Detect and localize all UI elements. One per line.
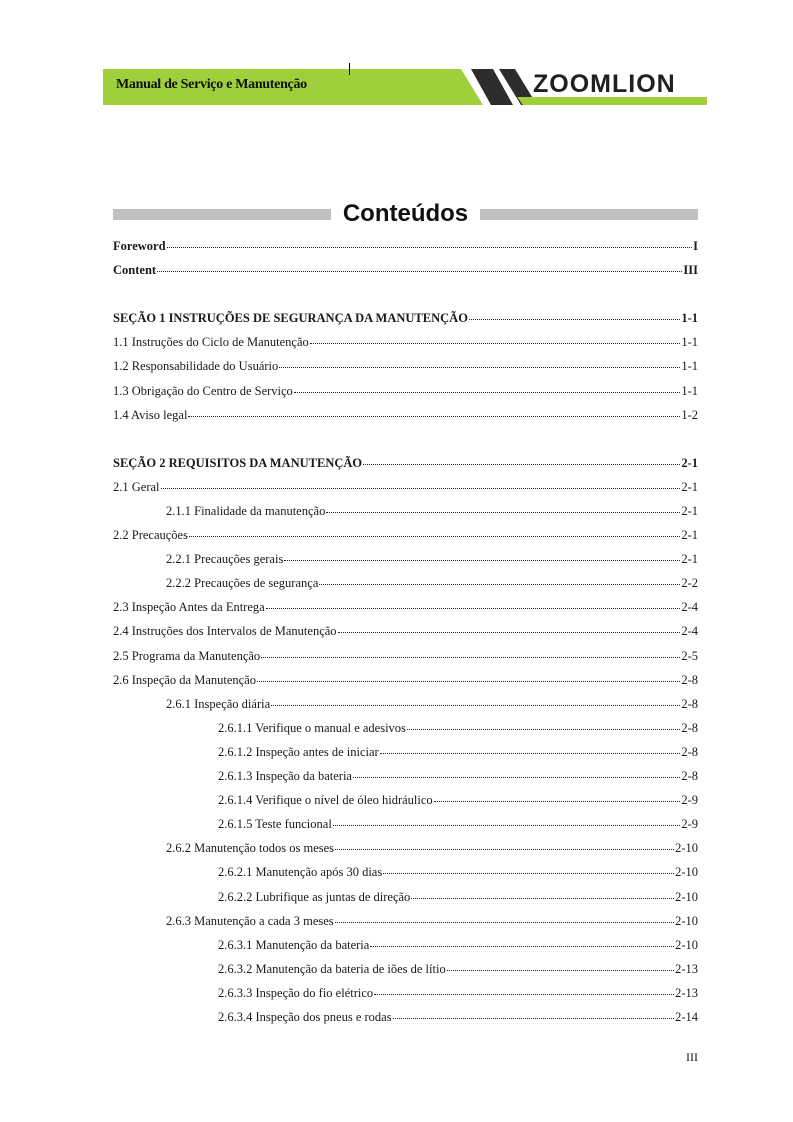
toc-entry[interactable] (113, 596, 698, 614)
toc-dot-leader (279, 353, 680, 368)
toc-entry-page: 1-1 (681, 384, 698, 398)
toc-title-row (113, 200, 698, 230)
toc-entry[interactable] (218, 982, 698, 1000)
toc-entry[interactable] (166, 500, 698, 518)
toc-entry-label: 2.6.1 Inspeção diária (166, 697, 271, 711)
toc-entry-page: 1-1 (681, 359, 698, 373)
toc-entry-label: Content (113, 263, 157, 277)
page-header (103, 67, 707, 107)
toc-dot-leader (335, 908, 674, 923)
toc-entry[interactable] (113, 380, 698, 398)
toc-entry-page: 2-8 (681, 673, 698, 687)
toc-entry-page: 2-4 (681, 624, 698, 638)
toc-entry-label: 2.6.3.2 Manutenção da bateria de iões de lítio (218, 962, 446, 976)
toc-entry-page: 2-2 (681, 576, 698, 590)
toc-entry[interactable] (218, 813, 698, 831)
toc-dot-leader (310, 329, 681, 344)
toc-entry-label: 2.6 Inspeção da Manutenção (113, 673, 256, 687)
toc-entry[interactable] (113, 307, 698, 325)
toc-entry-label: 1.2 Responsabilidade do Usuário (113, 359, 279, 373)
toc-entry-label: 2.6.1.1 Verifique o manual e adesivos (218, 721, 406, 735)
toc-entry[interactable] (166, 910, 698, 928)
toc-dot-leader (469, 305, 680, 320)
toc-dot-leader (319, 570, 680, 585)
toc-entry[interactable] (166, 693, 698, 711)
toc-entry-label: 2.1.1 Finalidade da manutenção (166, 504, 326, 518)
toc-dot-leader (434, 787, 681, 802)
toc-entry-label: SEÇÃO 1 INSTRUÇÕES DE SEGURANÇA DA MANUTENÇÃO (113, 311, 468, 325)
toc-dot-leader (363, 450, 680, 465)
toc-entry-page: 2-8 (681, 697, 698, 711)
toc-entry-page: I (693, 239, 698, 253)
toc-entry[interactable] (113, 669, 698, 687)
toc-entry[interactable] (166, 572, 698, 590)
toc-entry[interactable] (218, 1006, 698, 1024)
toc-entry-page: 2-9 (681, 793, 698, 807)
toc-entry-page: 2-10 (675, 914, 698, 928)
toc-entry-label: 2.6.1.5 Teste funcional (218, 817, 332, 831)
toc-entry-label: 2.6.3.3 Inspeção do fio elétrico (218, 986, 374, 1000)
toc-dot-leader (157, 257, 682, 272)
zoomlion-logo: ZOOMLION (533, 70, 676, 98)
toc-dot-leader (407, 715, 680, 730)
toc-dot-leader (393, 1004, 675, 1019)
toc-entry-page: 2-14 (675, 1010, 698, 1024)
page-number: III (686, 1050, 698, 1064)
toc-entry-page: 2-10 (675, 938, 698, 952)
toc-entry[interactable] (218, 741, 698, 759)
toc-entry[interactable] (218, 861, 698, 879)
toc-entry[interactable] (218, 765, 698, 783)
toc-entry-page: 2-8 (681, 769, 698, 783)
toc-entry-label: 2.5 Programa da Manutenção (113, 649, 261, 663)
toc-entry-label: 2.6.3.4 Inspeção dos pneus e rodas (218, 1010, 392, 1024)
toc-entry[interactable] (113, 235, 698, 253)
toc-entry-label: 2.6.1.3 Inspeção da bateria (218, 769, 352, 783)
toc-entry-page: 2-1 (681, 504, 698, 518)
toc-entry-page: 1-2 (681, 408, 698, 422)
toc-entry[interactable] (218, 789, 698, 807)
toc-dot-leader (335, 835, 674, 850)
toc-entry-page: 2-8 (681, 721, 698, 735)
toc-entry-page: 2-8 (681, 745, 698, 759)
toc-entry-page: 2-5 (681, 649, 698, 663)
toc-entry-label: 2.6.2 Manutenção todos os meses (166, 841, 335, 855)
toc-entry-page: 2-10 (675, 841, 698, 855)
toc-entry-page: 1-1 (681, 335, 698, 349)
toc-dot-leader (383, 859, 674, 874)
toc-entry[interactable] (113, 476, 698, 494)
toc-entry[interactable] (166, 548, 698, 566)
toc-title: Conteúdos (342, 200, 469, 227)
manual-title: Manual de Serviço e Manutenção (116, 77, 307, 92)
toc-dot-leader (353, 763, 680, 778)
toc-entry-page: 2-1 (681, 456, 698, 470)
toc-dot-leader (167, 233, 693, 248)
toc-entry[interactable] (113, 259, 698, 277)
toc-entry-label: 2.6.2.2 Lubrifique as juntas de direção (218, 890, 411, 904)
toc-entry-label: 1.1 Instruções do Ciclo de Manutenção (113, 335, 309, 349)
toc-dot-leader (261, 643, 680, 658)
toc-entry[interactable] (218, 717, 698, 735)
toc-dot-leader (326, 498, 680, 513)
toc-entry-label: 2.6.1.2 Inspeção antes de iniciar (218, 745, 379, 759)
toc-entry-label: 2.2.1 Precauções gerais (166, 552, 284, 566)
toc-entry-page: 2-1 (681, 552, 698, 566)
toc-entry[interactable] (113, 452, 698, 470)
toc-dot-leader (370, 932, 674, 947)
toc-entry-label: 1.3 Obrigação do Centro de Serviço (113, 384, 293, 398)
toc-entry[interactable] (218, 934, 698, 952)
toc-entry[interactable] (218, 886, 698, 904)
toc-dot-leader (188, 402, 680, 417)
toc-entry[interactable] (113, 355, 698, 373)
toc-entry-page: 2-10 (675, 890, 698, 904)
toc-entry-label: Foreword (113, 239, 166, 253)
toc-dot-leader (447, 956, 674, 971)
toc-dot-leader (294, 378, 681, 393)
toc-dot-leader (333, 811, 681, 826)
toc-title-wrap (113, 200, 698, 228)
toc-entry-label: 2.6.3 Manutenção a cada 3 meses (166, 914, 334, 928)
toc-entry[interactable] (113, 620, 698, 638)
toc-entry-page: 2-4 (681, 600, 698, 614)
toc-entry-page: 2-13 (675, 962, 698, 976)
toc-entry-label: 2.6.1.4 Verifique o nível de óleo hidráulico (218, 793, 433, 807)
toc-dot-leader (338, 618, 681, 633)
toc-entry[interactable] (113, 331, 698, 349)
toc-dot-leader (161, 474, 681, 489)
text-cursor-mark (349, 63, 350, 75)
toc-entry-page: 2-10 (675, 865, 698, 879)
toc-entry-page: III (683, 263, 698, 277)
toc-entry-label: 2.6.2.1 Manutenção após 30 dias (218, 865, 383, 879)
toc-entry[interactable] (113, 404, 698, 422)
toc-entry-label: 2.6.3.1 Manutenção da bateria (218, 938, 370, 952)
toc-dot-leader (257, 667, 680, 682)
toc-entry-label: SEÇÃO 2 REQUISITOS DA MANUTENÇÃO (113, 456, 363, 470)
toc-entry[interactable] (218, 958, 698, 976)
toc-entry-label: 1.4 Aviso legal (113, 408, 188, 422)
toc-entry-label: 2.4 Instruções dos Intervalos de Manutenção (113, 624, 337, 638)
toc-dot-leader (266, 594, 681, 609)
toc-dot-leader (284, 546, 680, 561)
toc-entry-page: 2-13 (675, 986, 698, 1000)
toc-entry[interactable] (166, 837, 698, 855)
toc-entry-page: 2-1 (681, 528, 698, 542)
toc-entry-page: 2-1 (681, 480, 698, 494)
toc-entry-label: 2.2.2 Precauções de segurança (166, 576, 319, 590)
toc-entry-label: 2.1 Geral (113, 480, 160, 494)
toc-dot-leader (374, 980, 674, 995)
toc-dot-leader (189, 522, 680, 537)
toc-entry-label: 2.3 Inspeção Antes da Entrega (113, 600, 265, 614)
toc-entry-page: 2-9 (681, 817, 698, 831)
toc-entry[interactable] (113, 645, 698, 663)
toc-dot-leader (380, 739, 681, 754)
toc-dot-leader (411, 884, 674, 899)
toc-dot-leader (271, 691, 680, 706)
toc-entry-label: 2.2 Precauções (113, 528, 188, 542)
toc-entry-page: 1-1 (681, 311, 698, 325)
toc-entry[interactable] (113, 524, 698, 542)
